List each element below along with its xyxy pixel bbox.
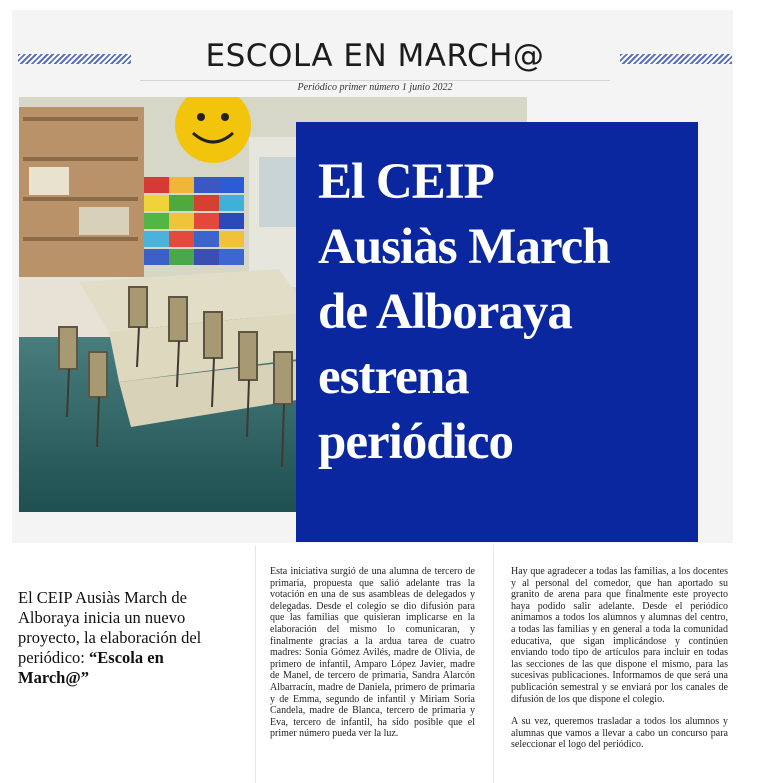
masthead-rule [140,80,610,81]
lead-highlight: “Escola en March@” [18,648,164,687]
lead-text: El CEIP Ausiàs March de Alboraya inicia un nuevo proyecto, la elaboración del periódico: [18,588,202,667]
column-divider-1 [255,545,256,783]
issue-line: Periódico primer número 1 junio 2022 [297,82,453,93]
decorative-stripe-right [620,54,732,64]
article-column-1 [270,566,475,751]
article-paragraph: A su vez, queremos trasladar a todos los alumnos y alumnas que vamos a llevar a cabo un concurso para seleccionar el logo del periódico. [511,716,728,751]
column-divider-2 [493,545,494,783]
masthead-title: ESCOLA EN MARCH@ [205,38,545,74]
article-column-2 [511,566,728,762]
headline: El CEIP Ausiàs March de Alboraya estrena periódico [318,154,610,470]
article-paragraph: Hay que agradecer a todas las familias, a los docentes y al personal del comedor, que han aportado su granito de arena para que finalmente este proyecto haya podido salir adelante. Desde el periódico animamos a todos los alumnos y alumnas del centro, a todas las familias y en general a toda la comunidad educativa, que sigan implicándose y continúen enviando todo tipo de artículos para incluir en todas las secciones de las que dispone el mismo, para las sucesivas publicaciones. Informamos de que será una publicación semestral y se enviará por los canales de difusión de los que dispone el colegio. [511,566,728,705]
article-paragraph: Esta iniciativa surgió de una alumna de tercero de primaria, propuesta que salió adelante tras la votación en una de sus asambleas de delegados y delegadas. Desde el colegio se dio difusión para que las familias que quisieran implicarse en la elaboración del mismo lo comunicaran, y finalmente gracias a la ardua tarea de cuatro madres: Sonia Gómez Avilés, madre de Olivia, de primero de infantil, Amparo López Javier, madre de Manel, de tercero de primaria, Sandra Alarcón Albarracín, madre de Daniela, primero de primaria y de Emma, segundo de infantil y Miriam Soria Candela, madre de Blanca, tercero de primaria y Eva, tercero de infantil, ha sido posible que el primer número pueda ver la luz. [270,566,475,740]
decorative-stripe-left [18,54,131,64]
headline-box [296,122,698,542]
lead-paragraph [18,588,236,688]
